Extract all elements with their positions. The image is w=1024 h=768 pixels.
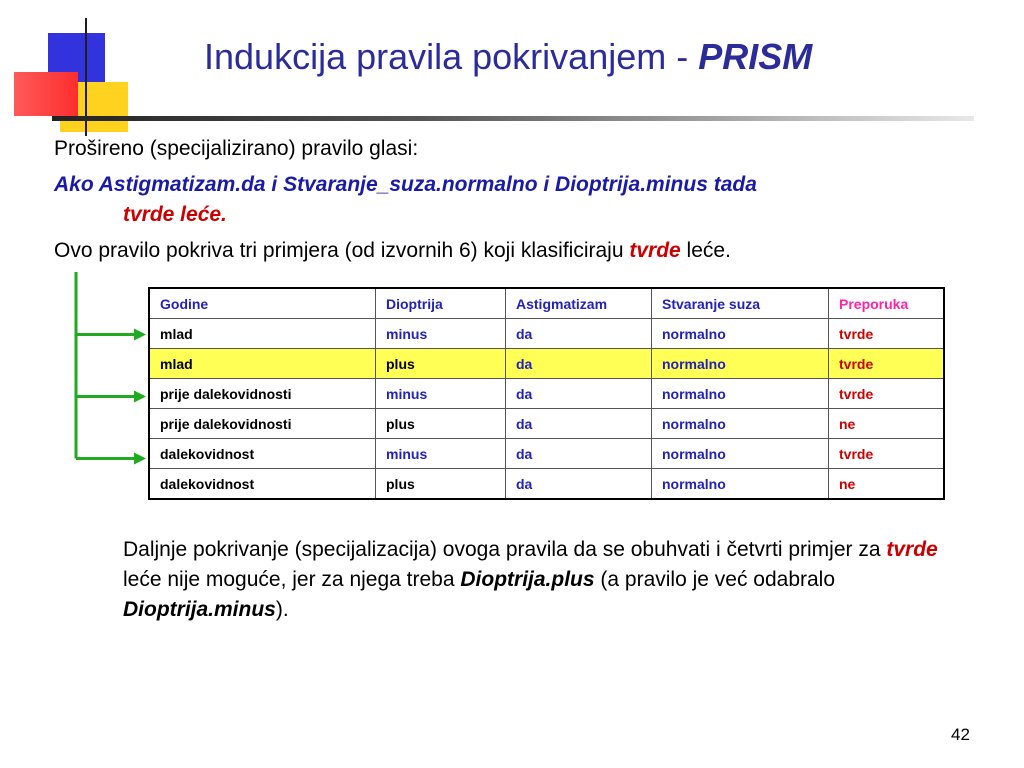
rule-line-2: tvrde leće. <box>123 203 227 226</box>
table-cell: prije dalekovidnosti <box>149 379 376 409</box>
table-cell: ne <box>829 469 945 500</box>
page-number: 42 <box>951 725 970 744</box>
intro-line: Prošireno (specijalizirano) pravilo glasi: <box>54 137 419 160</box>
column-header: Preporuka <box>829 288 945 319</box>
table-cell: da <box>506 379 652 409</box>
coverage-text: Ovo pravilo pokriva tri primjera (od izvornih 6) koji klasificiraju <box>54 239 630 262</box>
table-cell: normalno <box>652 349 829 379</box>
paragraph-emphasis-2: Dioptrija.plus <box>460 568 595 591</box>
table-cell: plus <box>376 469 506 500</box>
arrow-head-icon <box>134 453 146 465</box>
table-cell: tvrde <box>829 349 945 379</box>
paragraph-emphasis-1: tvrde <box>886 538 938 561</box>
paragraph-text-2: leće nije moguće, jer za njega treba <box>123 568 461 591</box>
table-cell: normalno <box>652 439 829 469</box>
title-main: Indukcija pravila pokrivanjem - <box>204 36 699 77</box>
table-row <box>149 379 944 409</box>
table-cell: minus <box>376 319 506 349</box>
table-cell: normalno <box>652 379 829 409</box>
table-cell: tvrde <box>829 439 945 469</box>
table-cell: mlad <box>149 349 376 379</box>
column-header: Astigmatizam <box>506 288 652 319</box>
arrow-head-icon <box>134 391 146 403</box>
table-row <box>149 469 944 500</box>
table-cell: normalno <box>652 409 829 439</box>
paragraph-text-3: (a pravilo je već odabralo <box>594 568 836 591</box>
paragraph-emphasis-3: Dioptrija.minus <box>123 598 276 621</box>
table-cell: minus <box>376 439 506 469</box>
table-cell: normalno <box>652 469 829 500</box>
table-row <box>149 439 944 469</box>
table-row <box>149 319 944 349</box>
column-header: Godine <box>149 288 376 319</box>
table-row <box>149 409 944 439</box>
table-cell: tvrde <box>829 379 945 409</box>
title-emphasis: PRISM <box>698 36 813 77</box>
coverage-emphasis: tvrde <box>629 239 681 262</box>
conclusion-paragraph <box>123 535 953 625</box>
table-cell: tvrde <box>829 319 945 349</box>
table-cell: da <box>506 349 652 379</box>
table-cell: ne <box>829 409 945 439</box>
table-cell: normalno <box>652 319 829 349</box>
table-cell: da <box>506 469 652 500</box>
paragraph-text-4: ). <box>275 598 289 621</box>
table-cell: dalekovidnost <box>149 439 376 469</box>
table-row <box>149 349 944 379</box>
coverage-text-end: leće. <box>680 239 731 262</box>
table-cell: da <box>506 409 652 439</box>
column-header: Stvaranje suza <box>652 288 829 319</box>
table-cell: mlad <box>149 319 376 349</box>
table-cell: prije dalekovidnosti <box>149 409 376 439</box>
table-cell: da <box>506 319 652 349</box>
table-body <box>149 319 944 500</box>
table-cell: da <box>506 439 652 469</box>
paragraph-text-1: Daljnje pokrivanje (specijalizacija) ovoga pravila da se obuhvati i četvrti primjer za <box>123 538 887 561</box>
table-cell: minus <box>376 379 506 409</box>
examples-table <box>148 287 945 500</box>
table-cell: plus <box>376 409 506 439</box>
column-header: Dioptrija <box>376 288 506 319</box>
table-cell: plus <box>376 349 506 379</box>
table-cell: dalekovidnost <box>149 469 376 500</box>
rule-line-1: Ako Astigmatizam.da i Stvaranje_suza.normalno i Dioptrija.minus tada <box>54 173 757 196</box>
table-header-row <box>149 288 944 319</box>
arrow-head-icon <box>134 329 146 341</box>
